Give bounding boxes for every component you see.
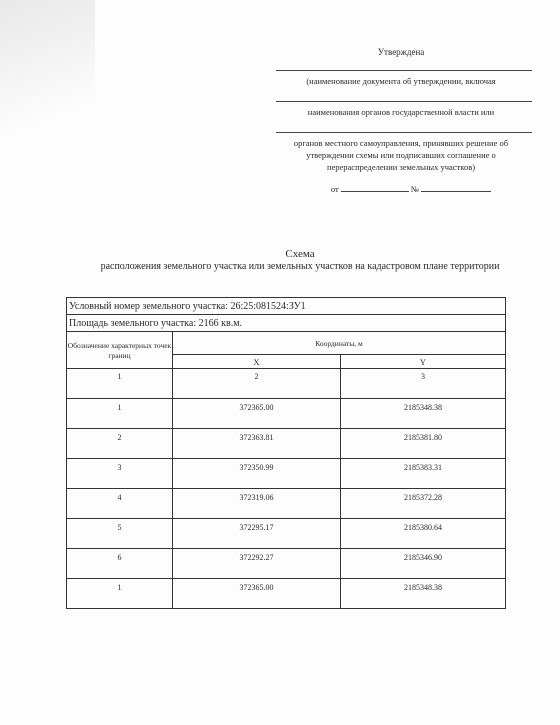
point-cell: 4 — [67, 489, 173, 519]
column-index: 2 — [173, 369, 341, 399]
approval-blank-line-3 — [276, 132, 532, 133]
date-prefix: от — [330, 184, 339, 194]
y-cell: 2185372.28 — [341, 489, 506, 519]
column-index: 3 — [341, 369, 506, 399]
column-index: 1 — [67, 369, 173, 399]
date-blank — [341, 183, 409, 192]
table-row — [67, 579, 506, 609]
x-cell: 372365.00 — [173, 399, 341, 429]
point-cell: 3 — [67, 459, 173, 489]
parcel-area: Площадь земельного участка: 2166 кв.м. — [67, 315, 506, 332]
scheme-heading — [60, 249, 540, 272]
y-cell: 2185348.38 — [341, 399, 506, 429]
x-cell: 372319.06 — [173, 489, 341, 519]
scheme-title: Схема — [285, 248, 315, 260]
point-cell: 1 — [67, 579, 173, 609]
table-row — [67, 459, 506, 489]
approval-block — [270, 46, 532, 195]
y-cell: 2185380.64 — [341, 519, 506, 549]
x-cell: 372365.00 — [173, 579, 341, 609]
number-prefix: № — [410, 184, 420, 194]
scan-shadow — [0, 0, 95, 150]
y-cell: 2185383.31 — [341, 459, 506, 489]
y-cell: 2185381.80 — [341, 429, 506, 459]
point-cell: 6 — [67, 549, 173, 579]
point-column-header: Обозначение характерных точек границ — [67, 332, 173, 369]
approval-caption-3: органов местного самоуправления, принявших решение об утверждении схемы или подписавших соглашение о перераспределении земельных участков) — [293, 138, 509, 172]
approval-blank-line-2 — [276, 101, 532, 102]
coordinates-table — [66, 297, 506, 609]
point-cell: 2 — [67, 429, 173, 459]
point-cell: 5 — [67, 519, 173, 549]
x-column-header: X — [173, 355, 341, 369]
approval-caption-1: (наименование документа об утверждении, включая — [306, 76, 496, 86]
column-index-row — [67, 369, 506, 399]
approval-caption-2: наименования органов государственной власти или — [307, 107, 495, 117]
coordinates-header: Координаты, м — [173, 332, 506, 355]
conditional-number: Условный номер земельного участка: 26:25:081524:ЗУ1 — [67, 298, 506, 315]
table-row — [67, 489, 506, 519]
y-column-header: Y — [341, 355, 506, 369]
table-row — [67, 399, 506, 429]
y-cell: 2185346.90 — [341, 549, 506, 579]
number-blank — [421, 183, 491, 192]
point-cell: 1 — [67, 399, 173, 429]
table-row — [67, 429, 506, 459]
approval-date-line — [290, 183, 532, 195]
y-cell: 2185348.38 — [341, 579, 506, 609]
x-cell: 372363.81 — [173, 429, 341, 459]
approval-title: Утверждена — [377, 47, 425, 57]
scheme-subtitle: расположения земельного участка или земельных участков на кадастровом плане территории — [100, 261, 500, 272]
x-cell: 372350.99 — [173, 459, 341, 489]
table-row — [67, 549, 506, 579]
x-cell: 372292.27 — [173, 549, 341, 579]
table-row — [67, 519, 506, 549]
approval-blank-line-1 — [276, 70, 532, 71]
x-cell: 372295.17 — [173, 519, 341, 549]
